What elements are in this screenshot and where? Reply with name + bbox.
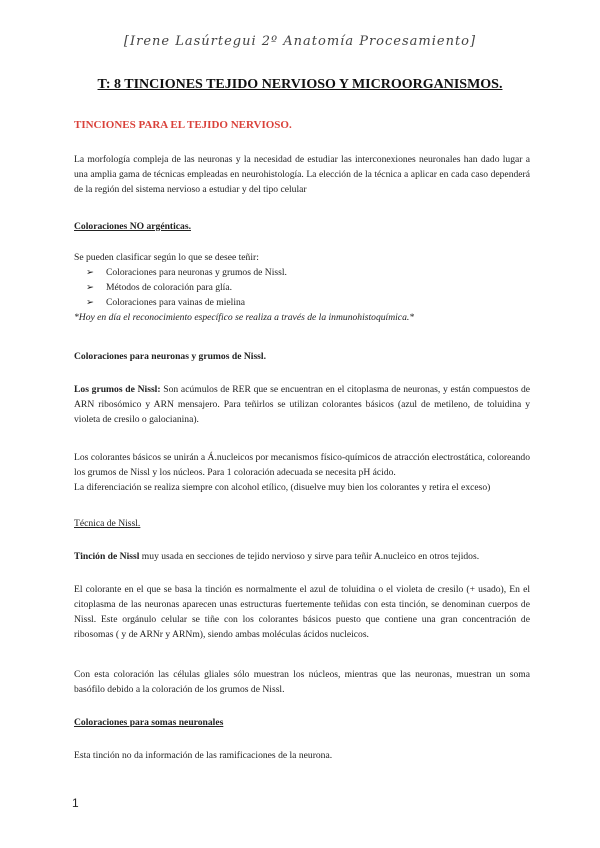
grumos-paragraph: Los grumos de Nissl: Son acúmulos de RER que se encuentran en el citoplasma de neuronas, y están compuestos de ARN ribosómico y ARN mensajero. Para teñirlos se utilizan colorantes básicos (azul de metileno, de toluidina y violeta de cresilo o galocianina). (74, 384, 530, 425)
somas-paragraph: Esta tinción no da información de las ramificaciones de la neurona. (74, 750, 333, 761)
intro-block (74, 152, 530, 197)
list-item: ➢ Métodos de coloración para glía. (86, 282, 233, 293)
page-number: 1 (72, 796, 79, 810)
page-title: T: 8 TINCIONES TEJIDO NERVIOSO Y MICROORGANISMOS. (97, 77, 503, 92)
tincion-term: Tinción de Nissl (74, 551, 140, 562)
colorantes-paragraph: Los colorantes básicos se unirán a Á.nucleicos por mecanismos físico-químicos de atracción electrostática, coloreando los grumos de Nissl y los núcleos. Para 1 coloración adecuada se necesita pH ácido. (74, 452, 530, 478)
arrow-bullet-icon: ➢ (86, 282, 95, 293)
intro-paragraph: La morfología compleja de las neuronas y la necesidad de estudiar las interconexiones neuronales han dado lugar a una amplia gama de técnicas empleadas en neurohistología. La elección de la técnica a aplicar en cada caso dependerá de la región del sistema nervioso a estudiar y del tipo celular (74, 154, 530, 195)
somas-heading: Coloraciones para somas neuronales (74, 717, 224, 728)
non-argentic-list (74, 265, 530, 310)
tincion-block (74, 549, 530, 564)
somas-block (74, 748, 530, 763)
arrow-bullet-icon: ➢ (86, 267, 95, 278)
neuronas-nissl-heading: Coloraciones para neuronas y grumos de Nissl. (74, 351, 266, 362)
non-argentic-list-block (74, 250, 530, 325)
colorante-paragraph: El colorante en el que se basa la tinción es normalmente el azul de toluidina o el violeta de cresilo (+ usado), En el citoplasma de las neuronas aparecen unas estructuras fuertemente teñidas con esta tinción, se denominan cuerpos de Nissl. Este orgánulo celular se tiñe con los colorantes básicos puesto que contiene una gran concentración de ribosomas ( y de ARNr y ARNm), siendo ambas moléculas ácidos nucleicos. (74, 584, 530, 640)
grumos-block (74, 382, 530, 427)
page-header: [Irene Lasúrtegui 2º Anatomía Procesamiento] (123, 34, 477, 49)
section-heading: TINCIONES PARA EL TEJIDO NERVIOSO. (74, 119, 292, 131)
colorante-block (74, 582, 530, 642)
tecnica-heading-block (74, 516, 530, 531)
grumos-term: Los grumos de Nissl: (74, 384, 161, 395)
diferenciacion-paragraph: La diferenciación se realiza siempre con alcohol etílico, (disuelve muy bien los colorantes y retira el exceso) (74, 482, 491, 493)
immunohisto-note: *Hoy en día el reconocimiento específico se realiza a través de la inmunohistoquímica.* (74, 312, 415, 323)
tincion-paragraph: Tinción de Nissl muy usada en secciones de tejido nervioso y sirve para teñir A.nucleico en otros tejidos. (74, 551, 480, 562)
list-item: ➢ Coloraciones para neuronas y grumos de Nissl. (86, 267, 287, 278)
arrow-bullet-icon: ➢ (86, 297, 95, 308)
non-argentic-lead: Se pueden clasificar según lo que se desee teñir: (74, 252, 259, 263)
colorantes-block (74, 450, 530, 495)
non-argentic-block (74, 219, 530, 234)
non-argentic-heading: Coloraciones NO argénticas. (74, 221, 191, 232)
tecnica-heading: Técnica de Nissl. (74, 518, 141, 529)
neuronas-nissl-heading-block (74, 349, 530, 364)
gliales-block (74, 667, 530, 697)
somas-heading-block (74, 715, 530, 730)
gliales-paragraph: Con esta coloración las células gliales sólo muestran los núcleos, mientras que las neuronas, muestran un soma basófilo debido a la coloración de los grumos de Nissl. (74, 669, 530, 695)
list-item: ➢ Coloraciones para vainas de mielina (86, 297, 246, 308)
